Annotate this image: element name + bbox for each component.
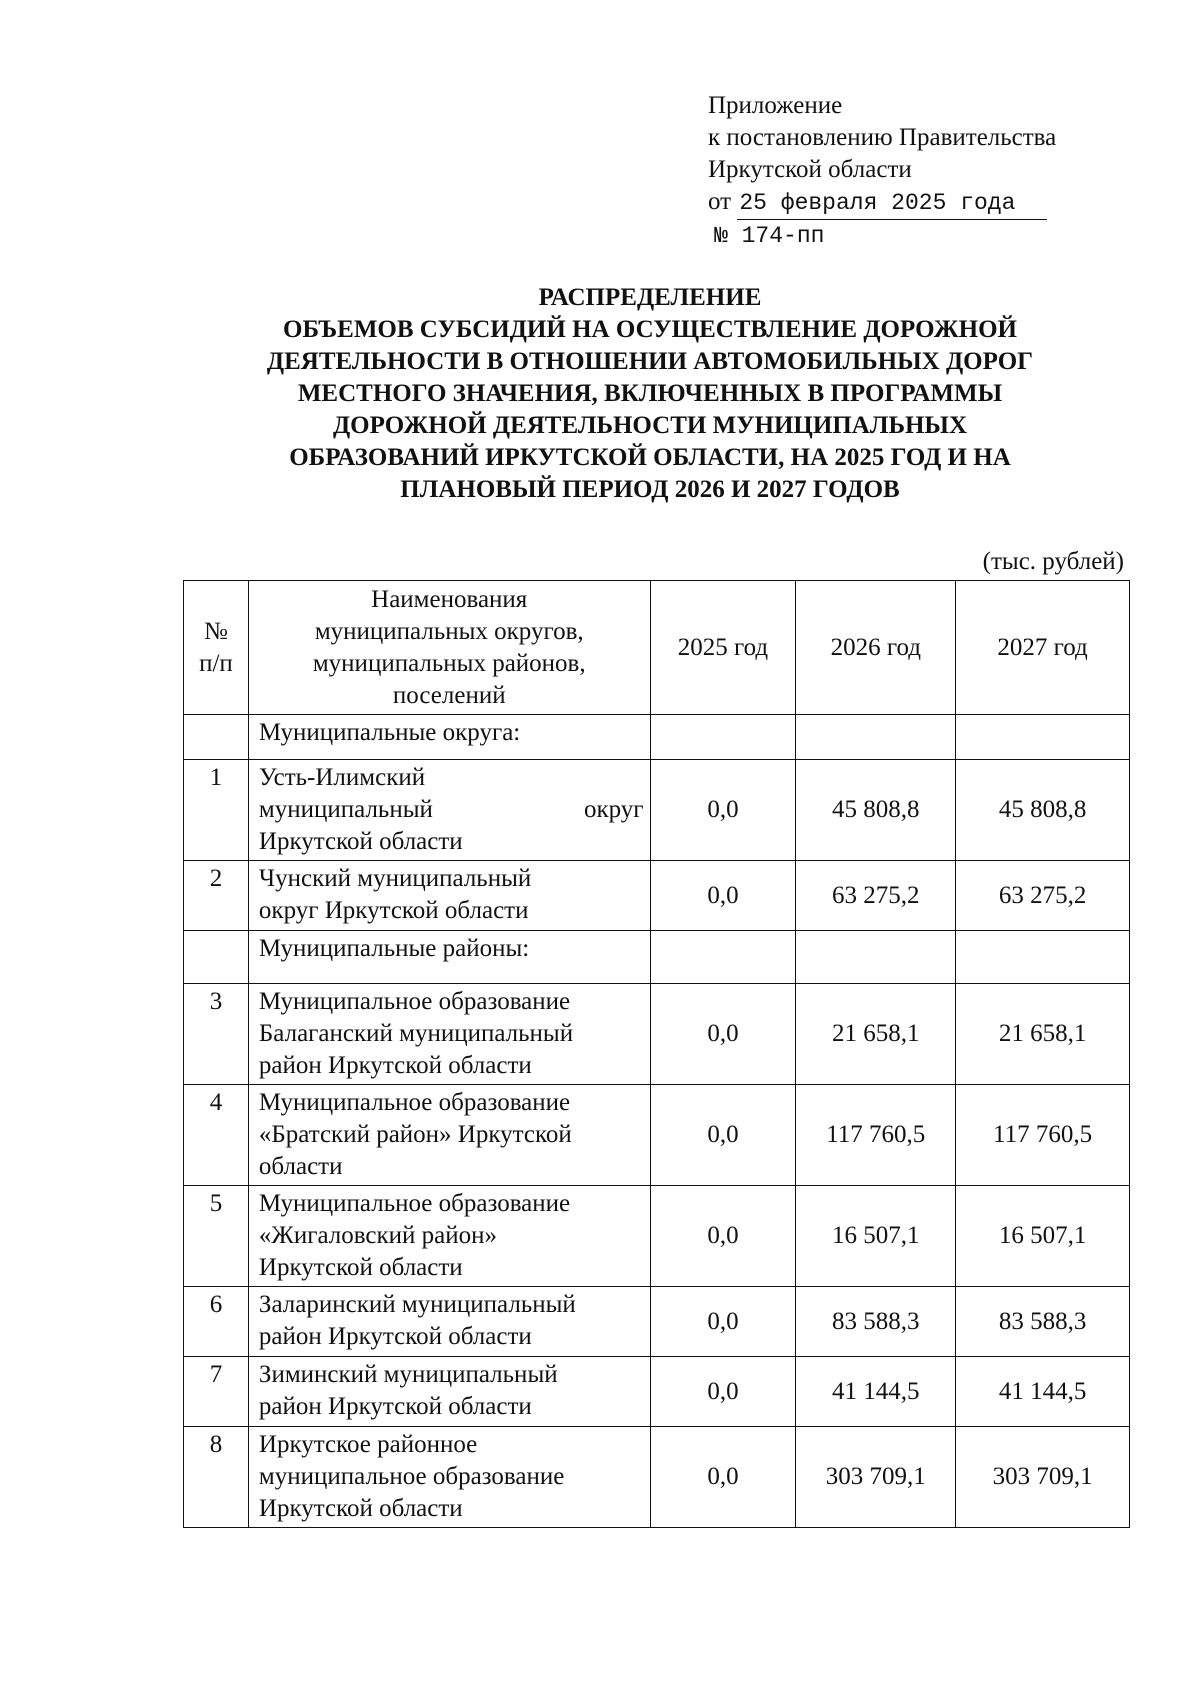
header-2026: 2026 год	[796, 581, 956, 715]
title-line: ПЛАНОВЫЙ ПЕРИОД 2026 И 2027 ГОДОВ	[400, 476, 900, 503]
row-name-line: муниципальное образование	[258, 1463, 565, 1490]
value-2025: 0,0	[650, 760, 796, 861]
value-2027: 303 709,1	[956, 1427, 1130, 1528]
value-2026: 41 144,5	[796, 1357, 956, 1427]
section-title: Муниципальные округа:	[248, 715, 650, 760]
value-2026: 45 808,8	[796, 760, 956, 861]
row-name	[248, 861, 650, 931]
row-num: 6	[184, 1287, 249, 1357]
document-title	[190, 282, 1110, 506]
row-name-line: Заларинский муниципальный	[258, 1291, 576, 1318]
section-empty	[796, 715, 956, 760]
table-row	[184, 1357, 1130, 1427]
value-2026: 21 658,1	[796, 984, 956, 1085]
row-name-line: Иркутской области	[258, 1254, 463, 1281]
value-2026: 303 709,1	[796, 1427, 956, 1528]
units-label: (тыс. рублей)	[982, 548, 1124, 575]
section-empty	[956, 715, 1130, 760]
row-name	[248, 1287, 650, 1357]
table-section-row	[184, 931, 1130, 984]
row-num: 1	[184, 760, 249, 861]
row-name	[248, 1427, 650, 1528]
header-2027: 2027 год	[956, 581, 1130, 715]
table-row	[184, 1287, 1130, 1357]
appendix-date-line	[708, 186, 1056, 220]
resolution-date: 25 февраля 2025 года	[737, 187, 1047, 220]
row-name-line: «Жигаловский район»	[258, 1222, 498, 1249]
title-line: РАСПРЕДЕЛЕНИЕ	[538, 284, 762, 311]
number-sign: №	[714, 223, 728, 249]
section-title: Муниципальные районы:	[248, 931, 650, 984]
header-num-line: п/п	[199, 649, 233, 677]
row-name	[248, 1357, 650, 1427]
header-name-line: Наименования	[371, 585, 528, 613]
row-name-line: Усть-Илимский	[258, 764, 426, 791]
row-num: 2	[184, 861, 249, 931]
row-name-line: муниципальный округ	[258, 796, 644, 823]
value-2025: 0,0	[650, 1186, 796, 1287]
row-name-line: Иркутской области	[258, 828, 463, 855]
value-2027: 16 507,1	[956, 1186, 1130, 1287]
section-num	[184, 715, 249, 760]
value-2025: 0,0	[650, 1287, 796, 1357]
title-line: ДЕЯТЕЛЬНОСТИ В ОТНОШЕНИИ АВТОМОБИЛЬНЫХ ДОРОГ	[266, 348, 1034, 375]
subsidy-table	[183, 580, 1130, 1528]
value-2026: 83 588,3	[796, 1287, 956, 1357]
value-2027: 41 144,5	[956, 1357, 1130, 1427]
title-line: МЕСТНОГО ЗНАЧЕНИЯ, ВКЛЮЧЕННЫХ В ПРОГРАММЫ	[297, 380, 1003, 407]
value-2025: 0,0	[650, 1357, 796, 1427]
value-2026: 117 760,5	[796, 1085, 956, 1186]
value-2025: 0,0	[650, 861, 796, 931]
header-name	[248, 581, 650, 715]
header-name-line: муниципальных округов,	[314, 617, 584, 645]
row-num: 8	[184, 1427, 249, 1528]
row-name-line: район Иркутской области	[258, 1052, 532, 1079]
row-num: 3	[184, 984, 249, 1085]
section-empty	[956, 931, 1130, 984]
row-name-line: Иркутской области	[258, 1495, 463, 1522]
table-row	[184, 760, 1130, 861]
resolution-number: 174-пп	[741, 223, 825, 249]
header-num	[184, 581, 249, 715]
appendix-label: Приложение	[708, 92, 843, 119]
row-name	[248, 1186, 650, 1287]
row-name-line: округ Иркутской области	[258, 897, 529, 924]
row-name-line: Муниципальное образование	[258, 1089, 571, 1116]
row-name	[248, 1085, 650, 1186]
date-prefix: от	[708, 188, 732, 215]
table-row	[184, 1186, 1130, 1287]
value-2026: 16 507,1	[796, 1186, 956, 1287]
row-num: 4	[184, 1085, 249, 1186]
row-name-line: район Иркутской области	[258, 1323, 532, 1350]
row-name-line: Муниципальное образование	[258, 1190, 571, 1217]
table-row	[184, 1085, 1130, 1186]
row-name-line: Балаганский муниципальный	[258, 1020, 574, 1047]
value-2025: 0,0	[650, 984, 796, 1085]
row-name-line: Иркутское районное	[258, 1431, 478, 1458]
row-name-line: «Братский район» Иркутской	[258, 1121, 572, 1148]
row-name-line: области	[258, 1153, 343, 1180]
appendix-number-line	[708, 220, 1056, 252]
table-section-row	[184, 715, 1130, 760]
appendix-region: Иркутской области	[708, 156, 912, 183]
section-empty	[796, 931, 956, 984]
row-name-line: Чунский муниципальный	[258, 865, 532, 892]
row-num: 7	[184, 1357, 249, 1427]
row-num: 5	[184, 1186, 249, 1287]
section-empty	[650, 931, 796, 984]
table-row	[184, 984, 1130, 1085]
title-line: ДОРОЖНОЙ ДЕЯТЕЛЬНОСТИ МУНИЦИПАЛЬНЫХ	[332, 412, 968, 439]
row-name	[248, 760, 650, 861]
value-2025: 0,0	[650, 1427, 796, 1528]
header-2025: 2025 год	[650, 581, 796, 715]
title-line: ОБЪЕМОВ СУБСИДИЙ НА ОСУЩЕСТВЛЕНИЕ ДОРОЖНОЙ	[283, 316, 1017, 343]
value-2027: 45 808,8	[956, 760, 1130, 861]
row-name-line: Зиминский муниципальный	[258, 1361, 558, 1388]
table-header-row	[184, 581, 1130, 715]
header-num-line: №	[204, 617, 228, 645]
table-row	[184, 861, 1130, 931]
row-name-line: Муниципальное образование	[258, 988, 571, 1015]
title-line: ОБРАЗОВАНИЙ ИРКУТСКОЙ ОБЛАСТИ, НА 2025 ГОД И НА	[289, 444, 1011, 471]
value-2026: 63 275,2	[796, 861, 956, 931]
value-2027: 117 760,5	[956, 1085, 1130, 1186]
table-row	[184, 1427, 1130, 1528]
value-2027: 21 658,1	[956, 984, 1130, 1085]
header-name-line: поселений	[392, 681, 506, 709]
value-2025: 0,0	[650, 1085, 796, 1186]
appendix-block	[708, 90, 1056, 252]
value-2027: 83 588,3	[956, 1287, 1130, 1357]
appendix-resolution: к постановлению Правительства	[708, 124, 1057, 151]
row-name	[248, 984, 650, 1085]
row-name-line: район Иркутской области	[258, 1393, 532, 1420]
value-2027: 63 275,2	[956, 861, 1130, 931]
header-name-line: муниципальных районов,	[312, 649, 586, 677]
section-num	[184, 931, 249, 984]
section-empty	[650, 715, 796, 760]
